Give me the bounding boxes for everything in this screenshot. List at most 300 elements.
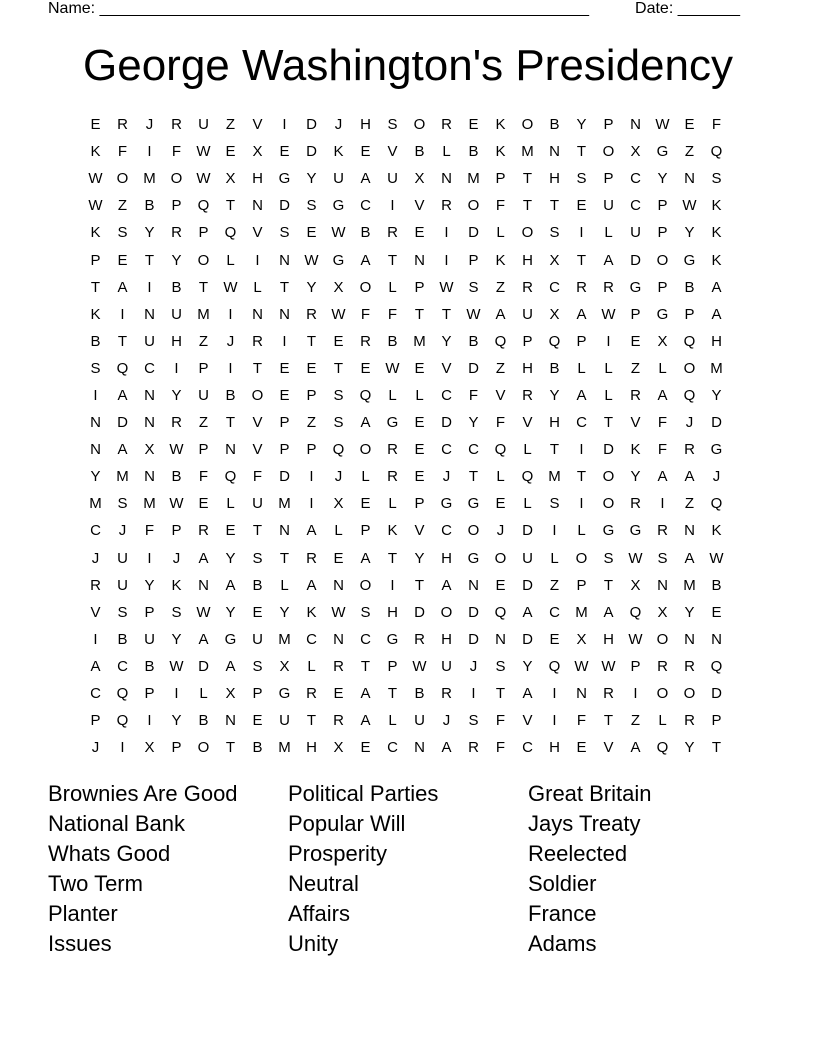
- grid-letter[interactable]: D: [711, 414, 722, 432]
- grid-letter[interactable]: E: [333, 549, 344, 567]
- grid-letter[interactable]: I: [282, 332, 287, 350]
- grid-letter[interactable]: P: [306, 386, 317, 404]
- grid-letter[interactable]: U: [279, 712, 290, 730]
- grid-letter[interactable]: I: [633, 685, 638, 703]
- grid-letter[interactable]: E: [279, 386, 290, 404]
- grid-letter[interactable]: B: [144, 197, 155, 215]
- grid-letter[interactable]: C: [360, 197, 371, 215]
- grid-letter[interactable]: V: [603, 739, 614, 757]
- grid-letter[interactable]: D: [441, 414, 452, 432]
- grid-letter[interactable]: W: [331, 603, 346, 621]
- grid-letter[interactable]: T: [279, 278, 290, 296]
- grid-letter[interactable]: Q: [494, 441, 507, 459]
- grid-letter[interactable]: S: [279, 224, 290, 242]
- grid-letter[interactable]: G: [656, 305, 669, 323]
- grid-letter[interactable]: P: [630, 305, 641, 323]
- grid-letter[interactable]: C: [117, 657, 128, 675]
- grid-letter[interactable]: D: [630, 251, 641, 269]
- grid-letter[interactable]: S: [333, 386, 344, 404]
- grid-letter[interactable]: Y: [279, 603, 290, 621]
- grid-letter[interactable]: T: [603, 414, 614, 432]
- grid-letter[interactable]: A: [225, 576, 236, 594]
- grid-letter[interactable]: U: [144, 332, 155, 350]
- grid-letter[interactable]: E: [711, 603, 722, 621]
- grid-letter[interactable]: K: [711, 251, 722, 269]
- grid-letter[interactable]: H: [603, 630, 614, 648]
- grid-letter[interactable]: W: [88, 197, 103, 215]
- grid-letter[interactable]: T: [549, 197, 560, 215]
- grid-letter[interactable]: A: [360, 414, 371, 432]
- grid-letter[interactable]: L: [388, 278, 397, 296]
- grid-letter[interactable]: Q: [224, 224, 237, 242]
- grid-letter[interactable]: K: [90, 143, 101, 161]
- grid-letter[interactable]: T: [225, 197, 236, 215]
- grid-letter[interactable]: S: [117, 495, 128, 513]
- grid-letter[interactable]: U: [630, 224, 641, 242]
- grid-letter[interactable]: A: [657, 468, 668, 486]
- grid-letter[interactable]: N: [657, 576, 668, 594]
- grid-letter[interactable]: Y: [144, 224, 155, 242]
- grid-letter[interactable]: V: [252, 414, 263, 432]
- grid-letter[interactable]: A: [225, 657, 236, 675]
- grid-letter[interactable]: A: [684, 468, 695, 486]
- grid-letter[interactable]: O: [197, 251, 210, 269]
- grid-letter[interactable]: L: [280, 576, 289, 594]
- grid-letter[interactable]: E: [333, 685, 344, 703]
- grid-letter[interactable]: Q: [332, 441, 345, 459]
- grid-letter[interactable]: D: [468, 359, 479, 377]
- grid-letter[interactable]: S: [657, 549, 668, 567]
- grid-letter[interactable]: O: [494, 549, 507, 567]
- grid-letter[interactable]: I: [174, 685, 179, 703]
- grid-letter[interactable]: H: [522, 359, 533, 377]
- grid-letter[interactable]: B: [468, 332, 479, 350]
- grid-letter[interactable]: E: [117, 251, 128, 269]
- grid-letter[interactable]: D: [711, 685, 722, 703]
- grid-letter[interactable]: O: [359, 441, 372, 459]
- grid-letter[interactable]: L: [496, 468, 505, 486]
- grid-letter[interactable]: L: [523, 441, 532, 459]
- grid-letter[interactable]: O: [521, 116, 534, 134]
- grid-letter[interactable]: S: [90, 359, 101, 377]
- date-field[interactable]: Date: _______: [635, 0, 740, 17]
- grid-letter[interactable]: E: [414, 224, 425, 242]
- grid-letter[interactable]: P: [198, 224, 209, 242]
- grid-letter[interactable]: Y: [630, 468, 641, 486]
- grid-letter[interactable]: A: [522, 685, 533, 703]
- grid-letter[interactable]: R: [360, 332, 371, 350]
- grid-letter[interactable]: Z: [225, 116, 236, 134]
- grid-letter[interactable]: F: [117, 143, 128, 161]
- grid-letter[interactable]: K: [306, 603, 317, 621]
- grid-letter[interactable]: I: [579, 495, 584, 513]
- grid-letter[interactable]: J: [712, 468, 721, 486]
- grid-letter[interactable]: L: [658, 359, 667, 377]
- grid-letter[interactable]: N: [414, 739, 425, 757]
- grid-letter[interactable]: T: [225, 739, 236, 757]
- grid-letter[interactable]: N: [495, 630, 506, 648]
- grid-letter[interactable]: S: [603, 549, 614, 567]
- grid-letter[interactable]: G: [656, 143, 669, 161]
- grid-letter[interactable]: N: [279, 305, 290, 323]
- grid-letter[interactable]: O: [359, 278, 372, 296]
- grid-letter[interactable]: Q: [629, 603, 642, 621]
- grid-letter[interactable]: J: [685, 414, 694, 432]
- grid-letter[interactable]: W: [223, 278, 238, 296]
- grid-letter[interactable]: B: [549, 359, 560, 377]
- grid-letter[interactable]: T: [441, 305, 452, 323]
- grid-letter[interactable]: F: [144, 522, 155, 540]
- grid-letter[interactable]: M: [278, 739, 291, 757]
- grid-letter[interactable]: D: [468, 603, 479, 621]
- grid-letter[interactable]: M: [683, 576, 696, 594]
- grid-letter[interactable]: A: [495, 305, 506, 323]
- grid-letter[interactable]: O: [656, 251, 669, 269]
- grid-letter[interactable]: V: [414, 197, 425, 215]
- grid-letter[interactable]: T: [360, 657, 371, 675]
- grid-letter[interactable]: D: [522, 576, 533, 594]
- grid-letter[interactable]: I: [552, 522, 557, 540]
- grid-letter[interactable]: P: [387, 657, 398, 675]
- grid-letter[interactable]: W: [439, 278, 454, 296]
- grid-letter[interactable]: K: [495, 116, 506, 134]
- grid-letter[interactable]: W: [169, 657, 184, 675]
- grid-letter[interactable]: D: [279, 468, 290, 486]
- grid-letter[interactable]: E: [414, 441, 425, 459]
- grid-letter[interactable]: T: [522, 197, 533, 215]
- grid-letter[interactable]: F: [495, 197, 506, 215]
- grid-letter[interactable]: K: [387, 522, 398, 540]
- grid-letter[interactable]: Q: [521, 468, 534, 486]
- grid-letter[interactable]: A: [657, 386, 668, 404]
- grid-letter[interactable]: D: [603, 441, 614, 459]
- grid-letter[interactable]: B: [90, 332, 101, 350]
- grid-letter[interactable]: W: [601, 305, 616, 323]
- grid-letter[interactable]: C: [144, 359, 155, 377]
- grid-letter[interactable]: W: [385, 359, 400, 377]
- grid-letter[interactable]: R: [684, 712, 695, 730]
- grid-letter[interactable]: K: [171, 576, 182, 594]
- grid-letter[interactable]: E: [630, 332, 641, 350]
- grid-letter[interactable]: R: [171, 414, 182, 432]
- grid-letter[interactable]: H: [306, 739, 317, 757]
- grid-letter[interactable]: G: [386, 414, 399, 432]
- grid-letter[interactable]: N: [252, 305, 263, 323]
- grid-letter[interactable]: H: [441, 630, 452, 648]
- grid-letter[interactable]: P: [603, 170, 614, 188]
- grid-letter[interactable]: R: [171, 224, 182, 242]
- grid-letter[interactable]: N: [90, 441, 101, 459]
- grid-letter[interactable]: X: [225, 685, 236, 703]
- grid-letter[interactable]: M: [710, 359, 723, 377]
- grid-letter[interactable]: K: [711, 522, 722, 540]
- grid-letter[interactable]: A: [360, 712, 371, 730]
- grid-letter[interactable]: W: [196, 170, 211, 188]
- grid-letter[interactable]: G: [467, 495, 480, 513]
- grid-letter[interactable]: U: [252, 495, 263, 513]
- grid-letter[interactable]: E: [414, 359, 425, 377]
- grid-letter[interactable]: R: [441, 685, 452, 703]
- grid-letter[interactable]: I: [147, 549, 152, 567]
- grid-letter[interactable]: S: [333, 414, 344, 432]
- grid-letter[interactable]: Y: [171, 251, 182, 269]
- grid-letter[interactable]: T: [333, 359, 344, 377]
- grid-letter[interactable]: J: [442, 468, 451, 486]
- grid-letter[interactable]: E: [414, 468, 425, 486]
- grid-letter[interactable]: P: [306, 441, 317, 459]
- name-field[interactable]: Name: _______________________________________________________: [48, 0, 589, 17]
- grid-letter[interactable]: O: [521, 224, 534, 242]
- grid-letter[interactable]: N: [630, 116, 641, 134]
- grid-letter[interactable]: Q: [494, 603, 507, 621]
- grid-letter[interactable]: O: [467, 522, 480, 540]
- grid-letter[interactable]: T: [603, 576, 614, 594]
- grid-letter[interactable]: I: [309, 468, 314, 486]
- grid-letter[interactable]: H: [549, 414, 560, 432]
- grid-letter[interactable]: A: [360, 549, 371, 567]
- grid-letter[interactable]: N: [252, 197, 263, 215]
- grid-letter[interactable]: W: [574, 657, 589, 675]
- grid-letter[interactable]: N: [333, 630, 344, 648]
- grid-letter[interactable]: Q: [548, 657, 561, 675]
- grid-letter[interactable]: L: [361, 468, 370, 486]
- grid-letter[interactable]: L: [550, 549, 559, 567]
- grid-letter[interactable]: M: [116, 468, 129, 486]
- grid-letter[interactable]: J: [469, 657, 478, 675]
- grid-letter[interactable]: B: [252, 739, 263, 757]
- grid-letter[interactable]: E: [549, 630, 560, 648]
- grid-letter[interactable]: E: [306, 359, 317, 377]
- grid-letter[interactable]: M: [89, 495, 102, 513]
- grid-letter[interactable]: A: [522, 603, 533, 621]
- grid-letter[interactable]: R: [171, 116, 182, 134]
- grid-letter[interactable]: A: [198, 630, 209, 648]
- grid-letter[interactable]: J: [118, 522, 127, 540]
- grid-letter[interactable]: B: [387, 332, 398, 350]
- grid-letter[interactable]: B: [171, 278, 182, 296]
- grid-letter[interactable]: Z: [306, 414, 317, 432]
- grid-letter[interactable]: T: [414, 305, 425, 323]
- grid-letter[interactable]: A: [360, 685, 371, 703]
- grid-letter[interactable]: B: [225, 386, 236, 404]
- grid-letter[interactable]: T: [90, 278, 101, 296]
- grid-letter[interactable]: E: [90, 116, 101, 134]
- grid-letter[interactable]: A: [441, 576, 452, 594]
- grid-letter[interactable]: E: [495, 495, 506, 513]
- grid-letter[interactable]: E: [333, 332, 344, 350]
- grid-letter[interactable]: W: [169, 495, 184, 513]
- grid-letter[interactable]: P: [198, 441, 209, 459]
- grid-letter[interactable]: W: [655, 116, 670, 134]
- grid-letter[interactable]: F: [711, 116, 722, 134]
- grid-letter[interactable]: I: [390, 197, 395, 215]
- grid-letter[interactable]: L: [496, 224, 505, 242]
- grid-letter[interactable]: W: [169, 441, 184, 459]
- grid-letter[interactable]: C: [441, 522, 452, 540]
- grid-letter[interactable]: H: [549, 170, 560, 188]
- grid-letter[interactable]: O: [602, 468, 615, 486]
- grid-letter[interactable]: D: [117, 414, 128, 432]
- grid-letter[interactable]: U: [198, 116, 209, 134]
- grid-letter[interactable]: S: [252, 549, 263, 567]
- grid-letter[interactable]: X: [657, 603, 668, 621]
- grid-letter[interactable]: T: [468, 468, 479, 486]
- grid-letter[interactable]: B: [252, 576, 263, 594]
- grid-letter[interactable]: G: [683, 251, 696, 269]
- grid-letter[interactable]: S: [117, 603, 128, 621]
- grid-letter[interactable]: C: [630, 197, 641, 215]
- grid-letter[interactable]: A: [306, 522, 317, 540]
- grid-letter[interactable]: U: [522, 549, 533, 567]
- grid-letter[interactable]: F: [495, 712, 506, 730]
- grid-letter[interactable]: U: [117, 549, 128, 567]
- grid-letter[interactable]: S: [495, 657, 506, 675]
- grid-letter[interactable]: C: [387, 739, 398, 757]
- grid-letter[interactable]: T: [144, 251, 155, 269]
- grid-letter[interactable]: I: [255, 251, 260, 269]
- grid-letter[interactable]: F: [171, 143, 182, 161]
- grid-letter[interactable]: N: [279, 251, 290, 269]
- grid-letter[interactable]: Y: [657, 170, 668, 188]
- grid-letter[interactable]: R: [90, 576, 101, 594]
- grid-letter[interactable]: N: [144, 414, 155, 432]
- grid-letter[interactable]: I: [93, 386, 98, 404]
- grid-letter[interactable]: P: [171, 197, 182, 215]
- grid-letter[interactable]: X: [414, 170, 425, 188]
- grid-letter[interactable]: N: [144, 386, 155, 404]
- grid-letter[interactable]: I: [147, 278, 152, 296]
- grid-letter[interactable]: S: [711, 170, 722, 188]
- grid-letter[interactable]: O: [359, 576, 372, 594]
- grid-letter[interactable]: V: [90, 603, 101, 621]
- grid-letter[interactable]: N: [441, 170, 452, 188]
- grid-letter[interactable]: Z: [549, 576, 560, 594]
- grid-letter[interactable]: N: [198, 576, 209, 594]
- grid-letter[interactable]: Q: [116, 712, 129, 730]
- grid-letter[interactable]: U: [117, 576, 128, 594]
- grid-letter[interactable]: N: [468, 576, 479, 594]
- grid-letter[interactable]: M: [143, 495, 156, 513]
- grid-letter[interactable]: C: [90, 522, 101, 540]
- grid-letter[interactable]: E: [306, 224, 317, 242]
- grid-letter[interactable]: A: [684, 549, 695, 567]
- grid-letter[interactable]: S: [117, 224, 128, 242]
- grid-letter[interactable]: T: [279, 549, 290, 567]
- grid-letter[interactable]: O: [440, 603, 453, 621]
- grid-letter[interactable]: B: [144, 657, 155, 675]
- grid-letter[interactable]: P: [171, 739, 182, 757]
- grid-letter[interactable]: I: [228, 359, 233, 377]
- grid-letter[interactable]: K: [711, 224, 722, 242]
- grid-letter[interactable]: O: [602, 143, 615, 161]
- grid-letter[interactable]: E: [360, 739, 371, 757]
- grid-letter[interactable]: M: [278, 630, 291, 648]
- grid-letter[interactable]: Z: [684, 495, 695, 513]
- grid-letter[interactable]: Z: [198, 414, 209, 432]
- grid-letter[interactable]: Z: [630, 712, 641, 730]
- grid-letter[interactable]: T: [387, 685, 398, 703]
- grid-letter[interactable]: A: [711, 278, 722, 296]
- grid-letter[interactable]: G: [278, 170, 291, 188]
- grid-letter[interactable]: O: [467, 197, 480, 215]
- grid-letter[interactable]: E: [279, 143, 290, 161]
- grid-letter[interactable]: W: [331, 305, 346, 323]
- grid-letter[interactable]: M: [575, 603, 588, 621]
- grid-letter[interactable]: S: [252, 657, 263, 675]
- grid-letter[interactable]: J: [334, 116, 343, 134]
- grid-letter[interactable]: L: [442, 143, 451, 161]
- grid-letter[interactable]: R: [684, 657, 695, 675]
- grid-letter[interactable]: U: [171, 305, 182, 323]
- grid-letter[interactable]: N: [279, 522, 290, 540]
- grid-letter[interactable]: A: [360, 251, 371, 269]
- grid-letter[interactable]: U: [252, 630, 263, 648]
- grid-letter[interactable]: U: [387, 170, 398, 188]
- grid-letter[interactable]: E: [279, 359, 290, 377]
- grid-letter[interactable]: C: [306, 630, 317, 648]
- grid-letter[interactable]: R: [441, 197, 452, 215]
- grid-letter[interactable]: H: [171, 332, 182, 350]
- grid-letter[interactable]: M: [197, 305, 210, 323]
- grid-letter[interactable]: P: [576, 576, 587, 594]
- grid-letter[interactable]: N: [684, 630, 695, 648]
- grid-letter[interactable]: P: [144, 603, 155, 621]
- grid-letter[interactable]: Y: [522, 657, 533, 675]
- grid-letter[interactable]: Q: [710, 657, 723, 675]
- grid-letter[interactable]: C: [630, 170, 641, 188]
- grid-letter[interactable]: E: [468, 116, 479, 134]
- grid-letter[interactable]: P: [468, 251, 479, 269]
- grid-letter[interactable]: T: [576, 143, 587, 161]
- grid-letter[interactable]: P: [414, 495, 425, 513]
- grid-letter[interactable]: K: [90, 305, 101, 323]
- grid-letter[interactable]: T: [198, 278, 209, 296]
- grid-letter[interactable]: S: [306, 197, 317, 215]
- grid-letter[interactable]: T: [549, 441, 560, 459]
- grid-letter[interactable]: Z: [117, 197, 128, 215]
- grid-letter[interactable]: I: [120, 305, 125, 323]
- grid-letter[interactable]: S: [171, 603, 182, 621]
- grid-letter[interactable]: S: [360, 603, 371, 621]
- grid-letter[interactable]: U: [522, 305, 533, 323]
- grid-letter[interactable]: C: [549, 278, 560, 296]
- grid-letter[interactable]: O: [413, 116, 426, 134]
- grid-letter[interactable]: P: [414, 278, 425, 296]
- grid-letter[interactable]: T: [252, 359, 263, 377]
- grid-letter[interactable]: E: [360, 143, 371, 161]
- grid-letter[interactable]: P: [630, 657, 641, 675]
- grid-letter[interactable]: P: [279, 414, 290, 432]
- grid-letter[interactable]: K: [630, 441, 641, 459]
- grid-letter[interactable]: Y: [306, 278, 317, 296]
- grid-letter[interactable]: P: [684, 305, 695, 323]
- grid-letter[interactable]: O: [656, 685, 669, 703]
- grid-letter[interactable]: Q: [197, 197, 210, 215]
- grid-letter[interactable]: O: [575, 549, 588, 567]
- grid-letter[interactable]: I: [282, 116, 287, 134]
- grid-letter[interactable]: D: [306, 143, 317, 161]
- grid-letter[interactable]: A: [576, 305, 587, 323]
- grid-letter[interactable]: V: [414, 522, 425, 540]
- grid-letter[interactable]: E: [225, 522, 236, 540]
- grid-letter[interactable]: W: [601, 657, 616, 675]
- grid-letter[interactable]: T: [414, 576, 425, 594]
- grid-letter[interactable]: E: [576, 739, 587, 757]
- grid-letter[interactable]: N: [90, 414, 101, 432]
- grid-letter[interactable]: M: [548, 468, 561, 486]
- grid-letter[interactable]: W: [466, 305, 481, 323]
- grid-letter[interactable]: M: [278, 495, 291, 513]
